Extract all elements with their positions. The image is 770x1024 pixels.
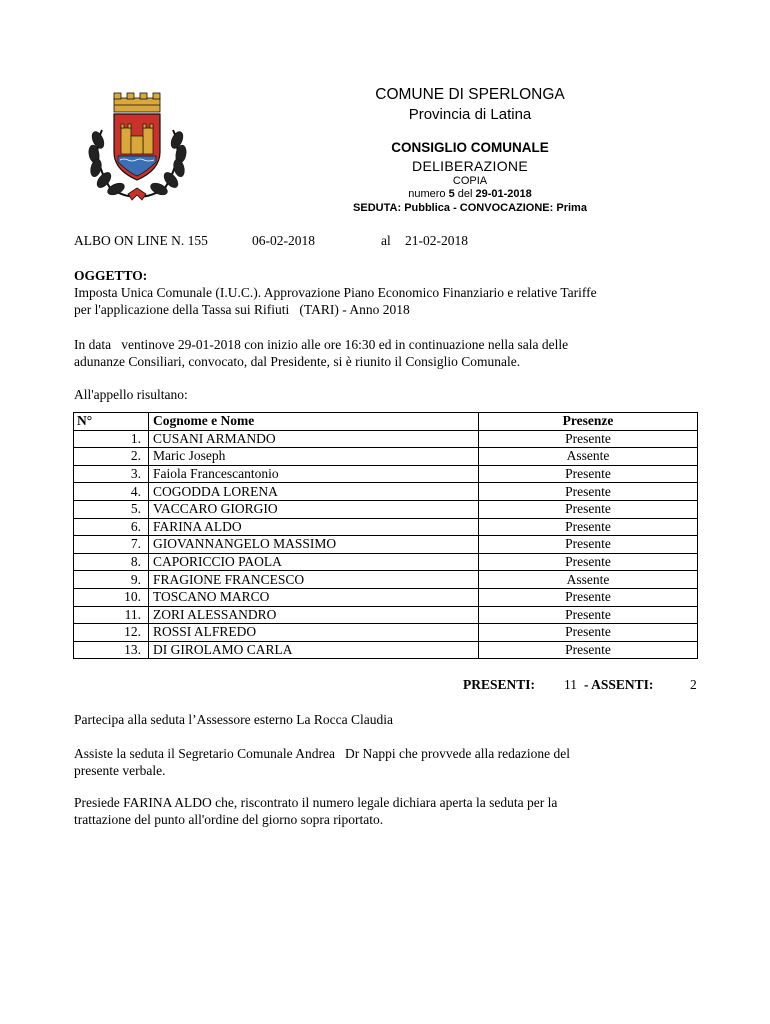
row-number: 12. [74, 624, 149, 642]
row-number: 4. [74, 483, 149, 501]
row-presence: Presente [479, 624, 698, 642]
row-name: Maric Joseph [149, 448, 479, 466]
row-number: 3. [74, 465, 149, 483]
row-number: 8. [74, 553, 149, 571]
header-name: Cognome e Nome [149, 413, 479, 431]
document-type: DELIBERAZIONE [412, 158, 528, 174]
attendance-table [73, 412, 698, 659]
numero-prefix: numero [408, 188, 446, 200]
row-presence: Presente [479, 588, 698, 606]
presiede-line-2: trattazione del punto all'ordine del giorno sopra riportato. [74, 812, 384, 827]
row-presence: Presente [479, 641, 698, 659]
assenti-label: - ASSENTI: [584, 677, 654, 692]
table-row [74, 553, 698, 571]
presenti-label: PRESENTI: [463, 677, 536, 692]
row-number: 7. [74, 536, 149, 554]
seduta-line [330, 202, 610, 214]
intro-paragraph [74, 336, 714, 370]
row-name: CUSANI ARMANDO [149, 430, 479, 448]
oggetto-line-1: Imposta Unica Comunale (I.U.C.). Approvazione Piano Economico Finanziario e relative Tariffe [74, 285, 597, 300]
albo-al-label: al [381, 233, 391, 248]
delibera-number: 5 [448, 188, 455, 200]
intro-line-1: In data ventinove 29-01-2018 con inizio alle ore 16:30 ed in continuazione nella sala delle [74, 337, 569, 352]
row-presence: Presente [479, 430, 698, 448]
row-name: TOSCANO MARCO [149, 588, 479, 606]
oggetto-label: OGGETTO: [74, 268, 148, 283]
delibera-date: 29-01-2018 [475, 188, 532, 200]
row-name: FARINA ALDO [149, 518, 479, 536]
table-row [74, 536, 698, 554]
row-name: ZORI ALESSANDRO [149, 606, 479, 624]
oggetto-text [74, 284, 714, 318]
header-presence: Presenze [479, 413, 698, 431]
row-name: CAPORICCIO PAOLA [149, 553, 479, 571]
row-name: COGODDA LORENA [149, 483, 479, 501]
row-number: 10. [74, 588, 149, 606]
assiste-line-2: presente verbale. [74, 763, 166, 778]
table-row [74, 430, 698, 448]
table-row [74, 483, 698, 501]
assiste-paragraph [74, 745, 714, 779]
comune-title: COMUNE DI SPERLONGA [375, 86, 565, 103]
presiede-line-1: Presiede FARINA ALDO che, riscontrato il numero legale dichiara aperta la seduta per la [74, 795, 558, 810]
table-row [74, 500, 698, 518]
row-number: 6. [74, 518, 149, 536]
copy-label: COPIA [452, 175, 488, 187]
table-header-row [74, 413, 698, 431]
albo-label: ALBO ON LINE N. 155 [74, 233, 208, 248]
assenti-count: 2 [690, 677, 697, 692]
row-number: 5. [74, 500, 149, 518]
seduta-label: SEDUTA: [353, 202, 402, 214]
table-row [74, 588, 698, 606]
assiste-line-1: Assiste la seduta il Segretario Comunale Andrea Dr Nappi che provvede alla redazione del [74, 746, 570, 761]
row-name: GIOVANNANGELO MASSIMO [149, 536, 479, 554]
table-row [74, 606, 698, 624]
seduta-value: Pubblica - CONVOCAZIONE: Prima [404, 202, 587, 214]
oggetto-line-2: per l'applicazione della Tassa sui Rifiuti (TARI) - Anno 2018 [74, 302, 410, 317]
table-row [74, 641, 698, 659]
row-presence: Presente [479, 606, 698, 624]
row-name: DI GIROLAMO CARLA [149, 641, 479, 659]
provincia-subtitle: Provincia di Latina [408, 106, 532, 123]
albo-date-to: 21-02-2018 [405, 233, 468, 248]
row-name: Faiola Francescantonio [149, 465, 479, 483]
row-name: ROSSI ALFREDO [149, 624, 479, 642]
appello-label: All'appello risultano: [74, 387, 188, 402]
organo-title: CONSIGLIO COMUNALE [391, 140, 549, 155]
intro-line-2: adunanze Consiliari, convocato, dal Presidente, si è riunito il Consiglio Comunale. [74, 354, 521, 369]
municipal-coat-of-arms-icon [80, 90, 195, 205]
row-presence: Presente [479, 536, 698, 554]
table-row [74, 571, 698, 589]
row-presence: Presente [479, 465, 698, 483]
presenti-count: 11 [564, 677, 577, 692]
table-row [74, 624, 698, 642]
row-presence: Presente [479, 553, 698, 571]
row-presence: Assente [479, 448, 698, 466]
row-presence: Presente [479, 500, 698, 518]
row-presence: Assente [479, 571, 698, 589]
partecipa-paragraph: Partecipa alla seduta l’Assessore esterno La Rocca Claudia [74, 712, 394, 727]
row-name: FRAGIONE FRANCESCO [149, 571, 479, 589]
albo-date-from: 06-02-2018 [252, 233, 315, 248]
row-number: 1. [74, 430, 149, 448]
del-label: del [457, 188, 473, 200]
row-number: 11. [74, 606, 149, 624]
row-presence: Presente [479, 518, 698, 536]
table-row [74, 465, 698, 483]
row-name: VACCARO GIORGIO [149, 500, 479, 518]
delibera-number-line [330, 188, 610, 200]
presiede-paragraph [74, 794, 714, 828]
table-row [74, 448, 698, 466]
table-row [74, 518, 698, 536]
row-presence: Presente [479, 483, 698, 501]
row-number: 2. [74, 448, 149, 466]
row-number: 9. [74, 571, 149, 589]
row-number: 13. [74, 641, 149, 659]
header-number: N° [74, 413, 149, 431]
